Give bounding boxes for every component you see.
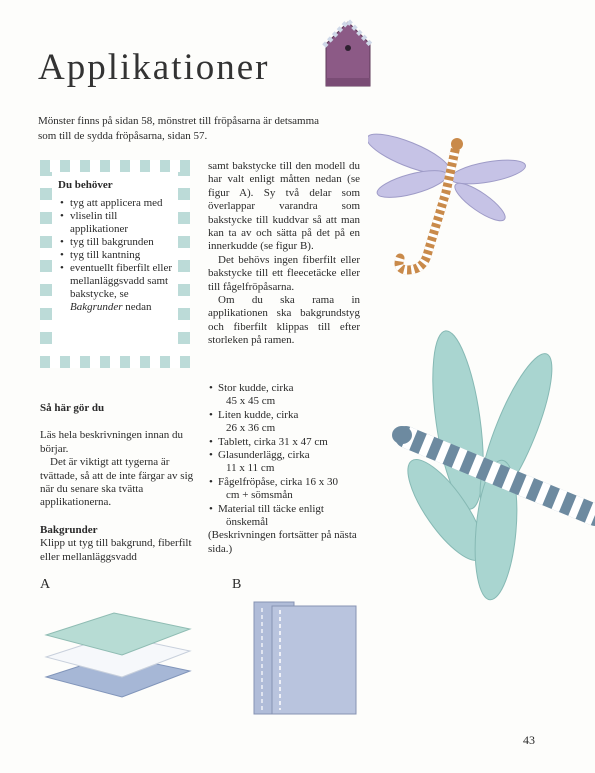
list-item (218, 449, 363, 476)
size-name: Fågelfröpåse, cirka 16 x 30 (218, 475, 339, 488)
list-item: • tyg att applicera med (70, 197, 172, 210)
list-item (218, 436, 363, 449)
list-item (218, 382, 363, 409)
backgrounds-heading: Bakgrunder (40, 523, 98, 536)
supplies-box-content (56, 176, 174, 352)
reference-link: Bakgrunder (70, 301, 123, 313)
list-item: • tyg till kantning (70, 249, 172, 262)
list-item-suffix: nedan (125, 301, 152, 313)
supplies-box (40, 160, 190, 368)
paragraph: Det är viktigt att tygerna är tvättade, så att de inte färgar av sig när du senare ska tvätta applikationerna. (40, 456, 194, 509)
paragraph: Läs hela beskrivningen innan du börjar. (40, 429, 183, 455)
size-dim: cm + sömsmån (226, 489, 293, 502)
size-name: Tablett, cirka 31 x 47 cm (218, 435, 328, 448)
sizes-list (208, 382, 363, 556)
paragraph: Det behövs ingen fiberfilt eller bakstycke till ett fleecetäcke eller till fågelfröpåsarna. (208, 253, 360, 293)
list-item (218, 409, 363, 436)
paragraph: Om du ska rama in applikationen ska bakgrundstyg och fiberfilt klippas till efter storleken på ramen. (208, 294, 360, 347)
paragraph: Klipp ut tyg till bakgrund, fiberfilt eller mellanläggsvadd (40, 537, 192, 563)
size-dim: 45 x 45 cm (226, 395, 276, 408)
continued-note: (Beskrivningen fortsätter på nästa sida.) (208, 529, 357, 555)
size-dim: önskemål (226, 516, 269, 529)
figure-b-backpiece-illustration (250, 600, 360, 718)
supplies-list (58, 197, 172, 314)
list-item (218, 476, 363, 503)
figure-a-layers-illustration (40, 605, 200, 715)
size-name: Liten kudde, cirka (218, 408, 299, 421)
intro-text: Mönster finns på sidan 58, mönstret till fröpåsarna är detsamma som till de sydda fröpåsarna, sidan 57. (38, 115, 320, 142)
page-number: 43 (523, 733, 535, 747)
size-name: Glasunderlägg, cirka (218, 449, 310, 462)
right-column-text (208, 160, 360, 348)
how-to-section (40, 402, 195, 564)
list-item-text: eventuellt fiberfilt eller mellanläggsvadd samt bakstycke, se (70, 262, 173, 300)
list-item (70, 262, 172, 314)
size-dim: 26 x 36 cm (226, 422, 276, 435)
page-title: Applikationer (38, 47, 270, 88)
dragonfly-large-illustration (366, 325, 595, 605)
how-to-heading: Så här gör du (40, 402, 105, 414)
figure-b-label: B (232, 577, 242, 592)
size-name: Stor kudde, cirka (218, 382, 294, 394)
figure-a-label: A (40, 577, 51, 592)
paragraph: samt bakstycke till den modell du har valt enligt måtten nedan (se figur A). Sy två delar som överlappar varandra som bakstycke till kuddvar så att man kan ta av och sätta på det på en innerkudde (se figur B). (208, 160, 360, 253)
supplies-heading: Du behöver (58, 179, 113, 191)
dragonfly-small-illustration (368, 132, 528, 282)
list-item (218, 503, 363, 530)
list-item: • vliselin till applikationer (70, 210, 172, 236)
list-item: • tyg till bakgrunden (70, 236, 172, 249)
size-dim: 11 x 11 cm (226, 462, 275, 475)
birdhouse-icon (322, 18, 374, 90)
size-name: Material till täcke enligt (218, 502, 324, 515)
